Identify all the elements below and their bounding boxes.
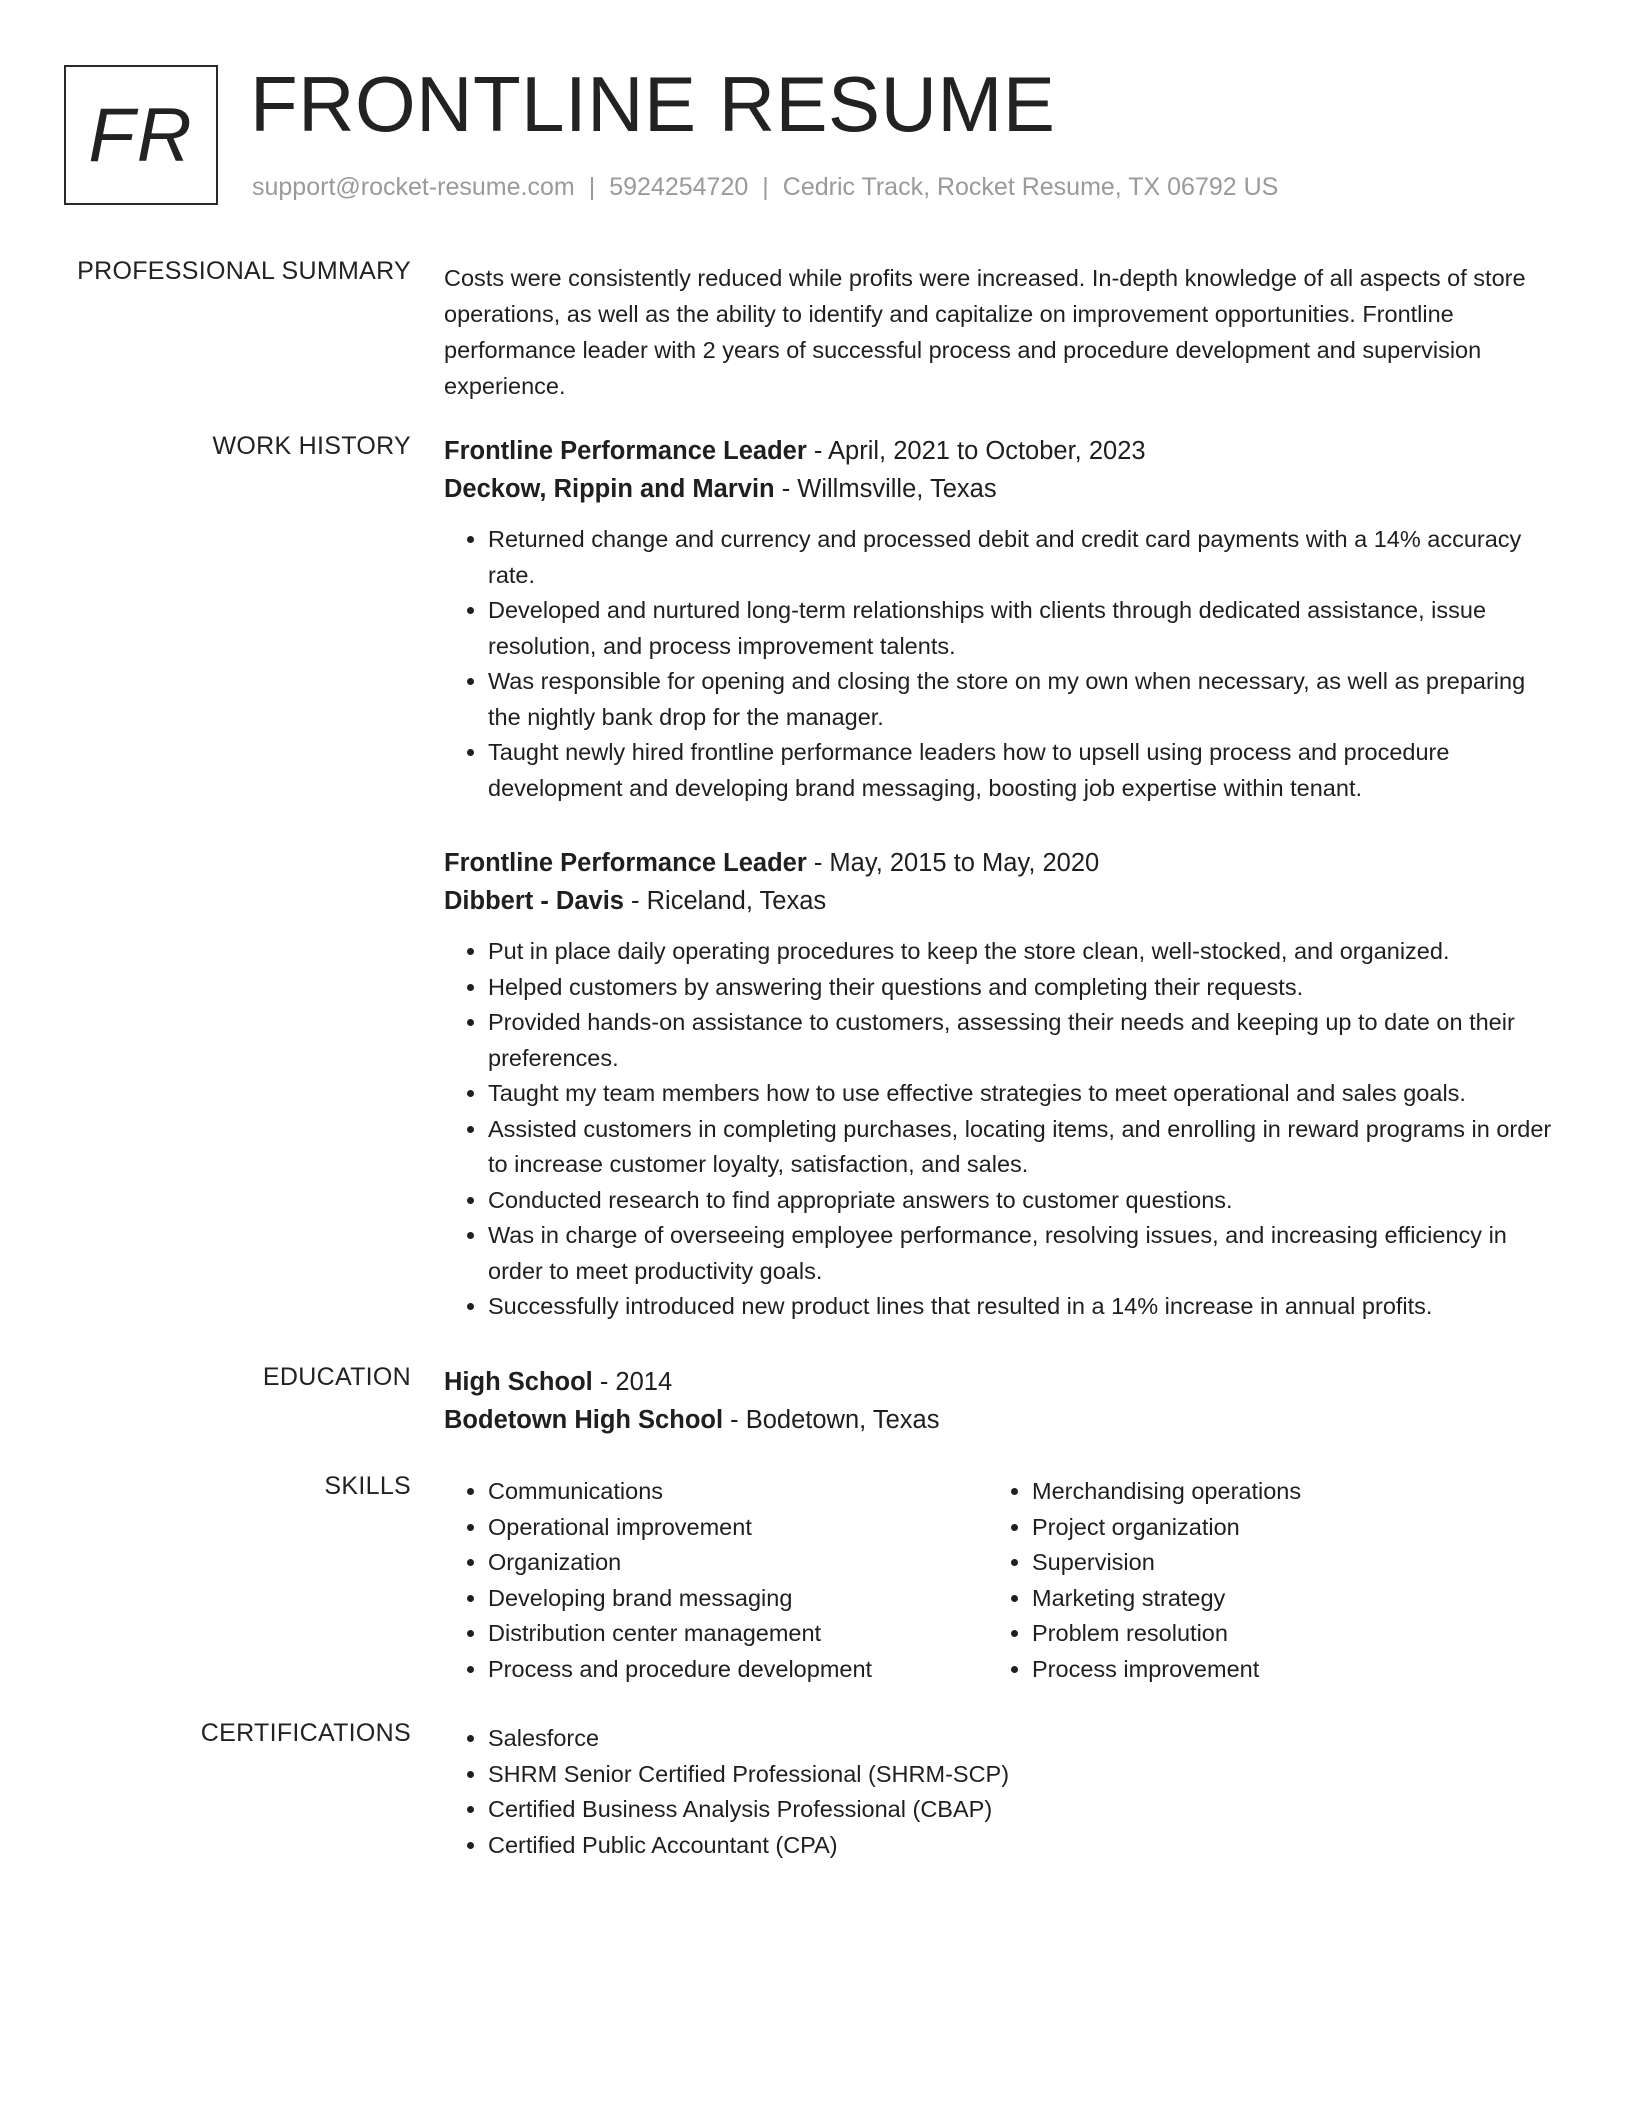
education-degree: High School: [444, 1368, 593, 1396]
contact-email[interactable]: support@rocket-resume.com: [252, 173, 575, 201]
certification-item: • Salesforce: [488, 1721, 1564, 1757]
education-location: - Bodetown, Texas: [723, 1406, 940, 1434]
job-bullet: • Taught my team members how to use effective strategies to meet operational and sales goals.: [488, 1076, 1564, 1112]
skill-item: • Distribution center management: [488, 1616, 988, 1652]
education-school-line: [444, 1401, 1564, 1439]
section-heading-summary: PROFESSIONAL SUMMARY: [77, 257, 411, 285]
education-year: - 2014: [592, 1368, 673, 1396]
skill-item: • Developing brand messaging: [488, 1581, 988, 1617]
section-heading-work-history: WORK HISTORY: [212, 432, 411, 460]
job-dates: - April, 2021 to October, 2023: [806, 437, 1146, 465]
skill-item: • Marketing strategy: [1032, 1581, 1532, 1617]
job-bullet: • Provided hands-on assistance to customers, assessing their needs and keeping up to date on their preferences.: [488, 1005, 1564, 1076]
job-title-line: [444, 844, 1564, 882]
skills-column-1: [444, 1474, 988, 1687]
job-company-line: [444, 882, 1564, 920]
job-bullet: • Conducted research to find appropriate answers to customer questions.: [488, 1183, 1564, 1219]
job-title: Frontline Performance Leader: [444, 849, 807, 877]
job-bullet: • Put in place daily operating procedures to keep the store clean, well-stocked, and organized.: [488, 934, 1564, 970]
section-heading-skills: SKILLS: [324, 1472, 411, 1500]
job-bullet: • Developed and nurtured long-term relationships with clients through dedicated assistance, issue resolution, and process improvement talents.: [488, 593, 1564, 664]
section-heading-certifications: CERTIFICATIONS: [200, 1719, 411, 1747]
skill-item: • Problem resolution: [1032, 1616, 1532, 1652]
job-bullet: • Successfully introduced new product lines that resulted in a 14% increase in annual profits.: [488, 1289, 1564, 1325]
certification-item: • Certified Public Accountant (CPA): [488, 1828, 1564, 1864]
job-bullets: [444, 934, 1564, 1325]
monogram-logo: FR: [64, 65, 218, 205]
contact-separator: |: [588, 173, 596, 201]
education-school: Bodetown High School: [444, 1406, 724, 1434]
job-bullet: • Helped customers by answering their questions and completing their requests.: [488, 970, 1564, 1006]
job-entry: [444, 432, 1564, 806]
resume-name: FRONTLINE RESUME: [250, 60, 1056, 148]
section-heading-education: EDUCATION: [262, 1363, 411, 1391]
job-bullet: • Taught newly hired frontline performance leaders how to upsell using process and procedure development and developing brand messaging, boosting job expertise within tenant.: [488, 735, 1564, 806]
job-company-line: [444, 470, 1564, 508]
job-entry: [444, 844, 1564, 1325]
job-location: - Willmsville, Texas: [774, 475, 997, 503]
resume-header: [64, 60, 1584, 210]
job-bullet: • Assisted customers in completing purchases, locating items, and enrolling in reward programs in order to increase customer loyalty, satisfaction, and sales.: [488, 1112, 1564, 1183]
job-bullet: • Returned change and currency and processed debit and credit card payments with a 14% accuracy rate.: [488, 522, 1564, 593]
summary-text: Costs were consistently reduced while profits were increased. In-depth knowledge of all aspects of store operations, as well as the ability to identify and capitalize on improvement opportunities. Frontline performance leader with 2 years of successful process and procedure development and supervision experience.: [444, 265, 1526, 399]
job-bullet: • Was in charge of overseeing employee performance, resolving issues, and increasing efficiency in order to meet productivity goals.: [488, 1218, 1564, 1289]
skill-item: • Merchandising operations: [1032, 1474, 1532, 1510]
skill-item: • Organization: [488, 1545, 988, 1581]
skill-item: • Process improvement: [1032, 1652, 1532, 1688]
job-bullets: [444, 522, 1564, 806]
skill-item: • Communications: [488, 1474, 988, 1510]
job-bullet: • Was responsible for opening and closing the store on my own when necessary, as well as preparing the nightly bank drop for the manager.: [488, 664, 1564, 735]
contact-separator: |: [762, 173, 769, 201]
job-title-line: [444, 432, 1564, 470]
certifications-list: [444, 1721, 1564, 1863]
job-dates: - May, 2015 to May, 2020: [806, 849, 1100, 877]
certification-item: • SHRM Senior Certified Professional (SHRM-SCP): [488, 1757, 1564, 1793]
education-degree-line: [444, 1363, 1564, 1401]
certification-item: • Certified Business Analysis Professional (CBAP): [488, 1792, 1564, 1828]
job-location: - Riceland, Texas: [623, 887, 827, 915]
job-company: Deckow, Rippin and Marvin: [444, 475, 775, 503]
skills-grid: [444, 1474, 1564, 1687]
contact-address: Cedric Track, Rocket Resume, TX 06792 US: [782, 173, 1279, 201]
contact-line: [252, 173, 1278, 202]
skill-item: • Supervision: [1032, 1545, 1532, 1581]
skill-item: • Operational improvement: [488, 1510, 988, 1546]
contact-phone: 5924254720: [609, 173, 749, 201]
skills-column-2: [988, 1474, 1532, 1687]
job-company: Dibbert - Davis: [444, 887, 624, 915]
skill-item: • Process and procedure development: [488, 1652, 988, 1688]
job-title: Frontline Performance Leader: [444, 437, 807, 465]
skill-item: • Project organization: [1032, 1510, 1532, 1546]
